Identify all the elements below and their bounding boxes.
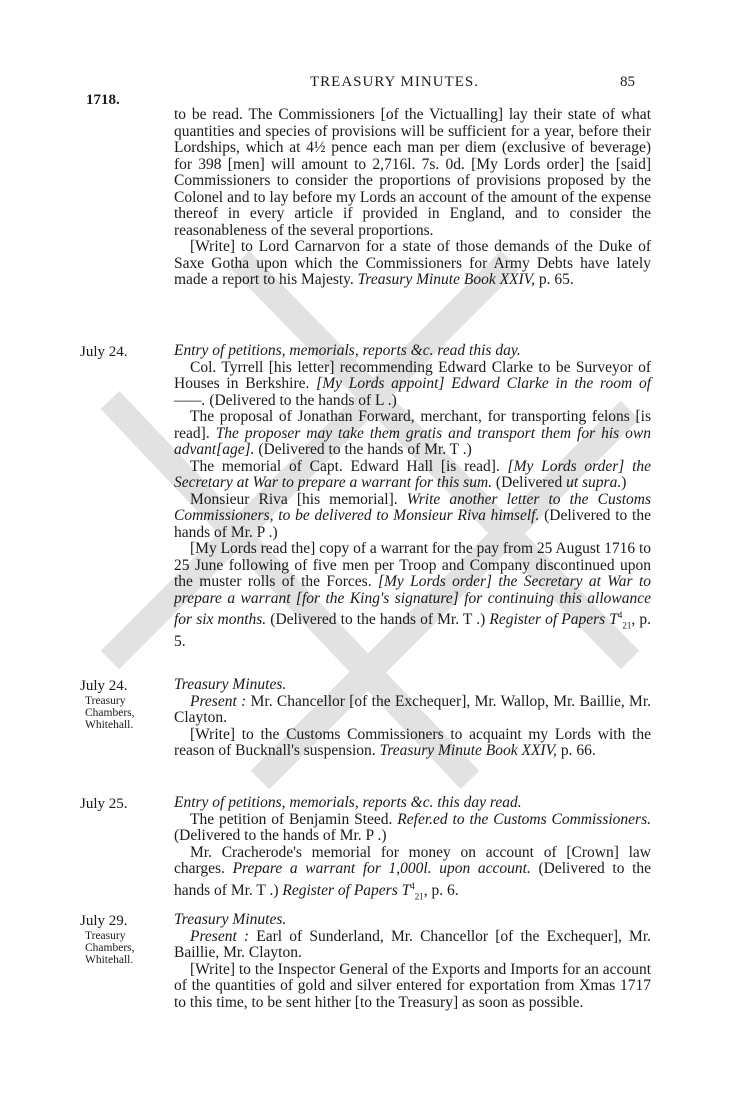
block-4-margin [80,795,165,813]
block-2-date: July 24. [80,344,128,360]
block-3-present: Present : Mr. Chancellor [of the Exchequer], Mr. Wallop, Mr. Baillie, Mr. Clayton. [174,692,652,726]
block-3-place-line-1: Treasury [85,695,126,707]
block-2-paragraph-3: The memorial of Capt. Edward Hall [is read]. [My Lords order] the Secretary at War to prepare a warrant for this sum. (Delivered ut supra.) [174,457,651,491]
block-3-paragraph-1: [Write] to the Customs Commissioners to acquaint my Lords with the reason of Bucknall's suspension. Treasury Minute Book XXIV, p. 66. [174,725,651,759]
block-2-paragraph-2: The proposal of Jonathan Forward, merchant, for transporting felons [is read]. The proposer may take them gratis and transport them for his own advant[age]. (Delivered to the hands of Mr. T .) [174,408,651,458]
page-number: 85 [620,74,635,90]
running-title: TREASURY MINUTES. [310,74,479,90]
year-marker: 1718. [86,92,120,108]
block-5-present: Present : Earl of Sunderland, Mr. Chancellor [of the Exchequer], Mr. Baillie, Mr. Clayton. [174,927,652,961]
block-3-body [174,677,651,760]
block-3-heading: Treasury Minutes. [174,676,287,693]
block-2-paragraph-5: [My Lords read the] copy of a warrant for the pay from 25 August 1716 to 25 June following of five men per Troop and Company discontinued upon the muster rolls of the Forces. [My Lords order] the Secretary at War to prepare a warrant [for the King's signature] for continuing this allowance for six months. (Delivered to the hands of Mr. T .) Register of Papers $T^4_{21}$, p. 5. [174,540,652,650]
block-4-body [174,795,651,904]
block-2-heading: Entry of petitions, memorials, reports &c. read this day. [174,342,521,359]
block-5-place-line-1: Treasury [85,930,126,942]
block-2-paragraph-4: Monsieur Riva [his memorial]. Write another letter to the Customs Commissioners, to be delivered to Monsieur Riva himself. (Delivered to the hands of Mr. P .) [174,490,652,541]
block-2-margin [80,343,165,361]
block-5-paragraph-1: [Write] to the Inspector General of the Exports and Imports for an account of the quantities of gold and silver entered for exportation from Xmas 1717 to this time, to be sent hither [to the Treasury] as soon as possible. [174,960,651,1011]
block-3-place-line-3: Whitehall. [85,719,134,731]
block-3-date: July 24. [80,678,128,694]
block-5-body [174,912,651,1011]
block-1-paragraph-2: [Write] to Lord Carnarvon for a state of those demands of the Duke of Saxe Gotha upon which the Commissioners for Army Debts have lately made a report to his Majesty. Treasury Minute Book XXIV, p. 65. [174,238,651,288]
block-4-paragraph-1: The petition of Benjamin Steed. Refer.ed to the Customs Commissioners. (Delivered to the hands of Mr. P .) [174,810,651,844]
block-5-place-line-3: Whitehall. [85,954,134,966]
block-4-paragraph-2: Mr. Cracherode's memorial for money on account of [Crown] law charges. Prepare a warrant for 1,000l. upon account. (Delivered to the hands of Mr. T .) Register of Papers $T^4_{21}$, p. 6. [174,843,652,901]
block-4-date: July 25. [80,796,128,812]
block-3-margin [80,677,165,731]
block-5-place-line-2: Chambers, [85,942,135,954]
block-5-margin [80,912,165,966]
block-1-body [174,107,651,289]
block-4-heading: Entry of petitions, memorials, reports &c. this day read. [174,794,522,811]
block-3-place-line-2: Chambers, [85,707,135,719]
block-5-heading: Treasury Minutes. [174,911,287,928]
block-5-date: July 29. [80,913,128,929]
block-1-paragraph-1: to be read. The Commissioners [of the Victualling] lay their state of what quantities and species of provisions will be sufficient for a year, before their Lordships, which at 4½ pence each man per diem (exclusive of beverage) for 398 [men] will amount to 2,716l. 7s. 0d. [My Lords order] the [said] Commissioners to consider the proportions of provisions proposed by the Colonel and to lay before my Lords an account of the amount of the expense thereof in every article if provided in England, and to consider the reasonableness of the several proportions. [174,106,651,239]
block-2-paragraph-1: Col. Tyrrell [his letter] recommending Edward Clarke to be Surveyor of Houses in Berkshire. [My Lords appoint] Edward Clarke in the room of ——. (Delivered to the hands of L .) [174,358,652,409]
block-2-body [174,343,651,650]
